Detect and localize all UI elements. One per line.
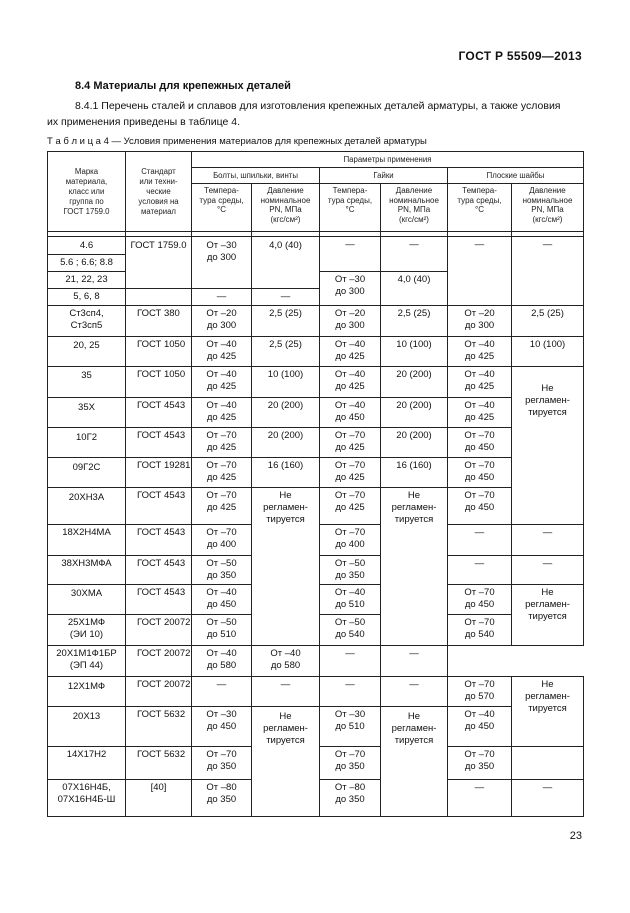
temp-cell: От –70 до 425 [320, 488, 381, 525]
standard-cell: ГОСТ 5632 [126, 747, 192, 780]
temp-cell: От –70 до 450 [448, 458, 512, 488]
standard-cell: ГОСТ 4543 [126, 525, 192, 556]
pressure-cell: 16 (160) [252, 458, 320, 488]
page-number: 23 [569, 830, 582, 842]
temp-cell: От –20 до 300 [192, 306, 252, 337]
temp-cell: От –70 до 450 [448, 428, 512, 458]
temp-cell: От –70 до 450 [448, 585, 512, 615]
document-standard-number: ГОСТ Р 55509—2013 [458, 49, 582, 63]
temp-cell: От –40 до 450 [448, 707, 512, 747]
temp-cell: От –40 до 450 [192, 585, 252, 615]
temp-cell: От –50 до 540 [320, 615, 381, 646]
temp-cell: От –20 до 300 [448, 306, 512, 337]
table-row [48, 707, 584, 747]
grade-cell: 25Х1МФ (ЭИ 10) [48, 615, 126, 646]
temp-cell: От –70 до 570 [448, 677, 512, 707]
temp-cell: От –70 до 350 [320, 747, 381, 780]
dash-cell: — [381, 237, 448, 272]
standard-cell: ГОСТ 5632 [126, 707, 192, 747]
temp-cell: От –70 до 400 [320, 525, 381, 556]
pressure-cell: 10 (100) [252, 367, 320, 398]
not-regulated-cell: Не регламен- тируется [252, 707, 320, 817]
temp-cell: От –50 до 350 [192, 556, 252, 585]
header-pressure: Давление номинальное PN, МПа (кгс/см²) [381, 184, 448, 232]
dash-cell: — [512, 556, 584, 585]
standard-cell: ГОСТ 4543 [126, 488, 192, 525]
temp-cell: От –70 до 425 [192, 428, 252, 458]
grade-cell: 20, 25 [48, 337, 126, 367]
pressure-cell: 16 (160) [381, 458, 448, 488]
dash-cell: — [381, 677, 448, 707]
pressure-cell: 20 (200) [252, 428, 320, 458]
temp-cell: От –40 до 510 [320, 585, 381, 615]
temp-cell: От –30 до 510 [320, 707, 381, 747]
temp-cell: От –40 до 580 [192, 646, 252, 677]
temp-cell: От –50 до 350 [320, 556, 381, 585]
dash-cell: — [320, 646, 381, 677]
temp-cell: От –50 до 510 [192, 615, 252, 646]
pressure-cell: 20 (200) [381, 428, 448, 458]
table-row [48, 367, 584, 398]
temp-cell: От –40 до 425 [448, 398, 512, 428]
dash-cell: — [320, 677, 381, 707]
dash-cell: — [448, 237, 512, 306]
temp-cell: От –40 до 425 [448, 337, 512, 367]
header-standard: Стандарт или техни- ческие условия на материал [126, 152, 192, 232]
temp-cell: От –40 до 425 [320, 367, 381, 398]
header-temp: Темпера- тура среды, °С [320, 184, 381, 232]
standard-cell: ГОСТ 1050 [126, 367, 192, 398]
grade-cell: 21, 22, 23 [48, 272, 126, 289]
pressure-cell: 2,5 (25) [252, 337, 320, 367]
temp-cell: От –80 до 350 [320, 780, 381, 817]
grade-cell: 14Х17Н2 [48, 747, 126, 780]
header-params: Параметры применения [192, 152, 584, 168]
header-bolts: Болты, шпильки, винты [192, 168, 320, 184]
header-washers: Плоские шайбы [448, 168, 584, 184]
temp-cell: От –70 до 450 [448, 488, 512, 525]
table-caption: Т а б л и ц а 4 — Условия применения материалов для крепежных деталей арматуры [47, 136, 427, 147]
table-row [48, 306, 584, 337]
header-grade: Марка материала, класс или группа по ГОСТ 1759.0 [48, 152, 126, 232]
dash-cell: — [252, 289, 320, 306]
pressure-cell: 10 (100) [512, 337, 584, 367]
temp-cell: От –40 до 580 [252, 646, 320, 677]
pressure-cell: 4,0 (40) [381, 272, 448, 306]
not-regulated-cell: Не регламен- тируется [252, 488, 320, 646]
temp-cell: От –30 до 300 [192, 237, 252, 289]
standard-cell: ГОСТ 4543 [126, 398, 192, 428]
grade-cell: 20Х13 [48, 707, 126, 747]
grade-cell: 10Г2 [48, 428, 126, 458]
table-row [48, 458, 584, 488]
dash-cell: — [192, 289, 252, 306]
temp-cell: От –40 до 425 [320, 337, 381, 367]
dash-cell: — [512, 237, 584, 306]
grade-cell: 30ХМА [48, 585, 126, 615]
standard-cell: ГОСТ 4543 [126, 428, 192, 458]
dash-cell: — [192, 677, 252, 707]
paragraph-line-1: 8.4.1 Перечень сталей и сплавов для изготовления крепежных деталей арматуры, а также условия [75, 100, 561, 112]
standard-cell: ГОСТ 19281 [126, 458, 192, 488]
dash-cell: — [320, 237, 381, 272]
dash-cell: — [512, 780, 584, 817]
temp-cell: От –30 до 450 [192, 707, 252, 747]
temp-cell: От –80 до 350 [192, 780, 252, 817]
temp-cell: От –40 до 425 [192, 367, 252, 398]
standard-cell: ГОСТ 1050 [126, 337, 192, 367]
table-row [48, 646, 584, 677]
grade-cell: 35 [48, 367, 126, 398]
pressure-cell: 4,0 (40) [252, 237, 320, 289]
dash-cell: — [252, 677, 320, 707]
dash-cell: — [448, 780, 512, 817]
grade-cell: 20Х1М1Ф1БР (ЭП 44) [48, 646, 126, 677]
table-row [48, 337, 584, 367]
section-title: 8.4 Материалы для крепежных деталей [75, 80, 291, 92]
grade-cell: 4.6 [48, 237, 126, 255]
not-regulated-cell: Не регламен- тируется [381, 707, 448, 817]
standard-cell: ГОСТ 20072 [126, 646, 192, 677]
not-regulated-cell: Не регламен- тируется [512, 585, 584, 646]
dash-cell: — [448, 556, 512, 585]
table-row [48, 428, 584, 458]
pressure-cell: 2,5 (25) [381, 306, 448, 337]
header-temp: Темпера- тура среды, °С [192, 184, 252, 232]
table-row [48, 677, 584, 707]
temp-cell: От –40 до 425 [448, 367, 512, 398]
temp-cell: От –70 до 425 [320, 428, 381, 458]
header-nuts: Гайки [320, 168, 448, 184]
pressure-cell: 10 (100) [381, 337, 448, 367]
paragraph-line-2: их применения приведены в таблице 4. [47, 116, 241, 128]
standard-cell: ГОСТ 20072 [126, 615, 192, 646]
temp-cell: От –40 до 425 [192, 398, 252, 428]
materials-table [47, 151, 584, 817]
standard-cell: ГОСТ 4543 [126, 556, 192, 585]
table-row [48, 237, 584, 255]
dash-cell: — [381, 646, 448, 677]
not-regulated-cell: Не регламен- тируется [381, 488, 448, 646]
temp-cell: От –70 до 350 [448, 747, 512, 780]
grade-cell: 07Х16Н4Б, 07Х16Н4Б-Ш [48, 780, 126, 817]
pressure-cell: 20 (200) [381, 367, 448, 398]
table-row [48, 488, 584, 525]
grade-cell: 09Г2С [48, 458, 126, 488]
not-regulated-cell: Не регламен- тируется [512, 367, 584, 525]
grade-cell: Ст3сп4, Ст3сп5 [48, 306, 126, 337]
temp-cell: От –30 до 300 [320, 272, 381, 306]
temp-cell: От –70 до 540 [448, 615, 512, 646]
temp-cell: От –70 до 425 [192, 488, 252, 525]
dash-cell: — [512, 525, 584, 556]
standard-cell: ГОСТ 380 [126, 306, 192, 337]
temp-cell: От –70 до 400 [192, 525, 252, 556]
grade-cell: 18Х2Н4МА [48, 525, 126, 556]
header-temp: Темпера- тура среды, °С [448, 184, 512, 232]
temp-cell: От –70 до 425 [320, 458, 381, 488]
grade-cell: 20ХН3А [48, 488, 126, 525]
grade-cell: 38ХН3МФА [48, 556, 126, 585]
standard-cell: ГОСТ 4543 [126, 585, 192, 615]
header-pressure: Давление номинальное PN, МПа (кгс/см²) [512, 184, 584, 232]
standard-cell: [40] [126, 780, 192, 817]
temp-cell: От –20 до 300 [320, 306, 381, 337]
temp-cell: От –40 до 450 [320, 398, 381, 428]
temp-cell: От –70 до 425 [192, 458, 252, 488]
pressure-cell: 20 (200) [252, 398, 320, 428]
pressure-cell: 20 (200) [381, 398, 448, 428]
not-regulated-cell: Не регламен- тируется [512, 677, 584, 747]
grade-cell: 12Х1МФ [48, 677, 126, 707]
standard-cell: ГОСТ 1759.0 [126, 237, 192, 289]
dash-cell: — [448, 525, 512, 556]
grade-cell: 35Х [48, 398, 126, 428]
header-pressure: Давление номинальное PN, МПа (кгс/см²) [252, 184, 320, 232]
pressure-cell: 2,5 (25) [512, 306, 584, 337]
temp-cell: От –70 до 350 [192, 747, 252, 780]
standard-cell: ГОСТ 20072 [126, 677, 192, 707]
table-row [48, 398, 584, 428]
pressure-cell: 2,5 (25) [252, 306, 320, 337]
grade-cell: 5, 6, 8 [48, 289, 126, 306]
temp-cell: От –40 до 425 [192, 337, 252, 367]
grade-cell: 5.6 ; 6.6; 8.8 [48, 255, 126, 272]
